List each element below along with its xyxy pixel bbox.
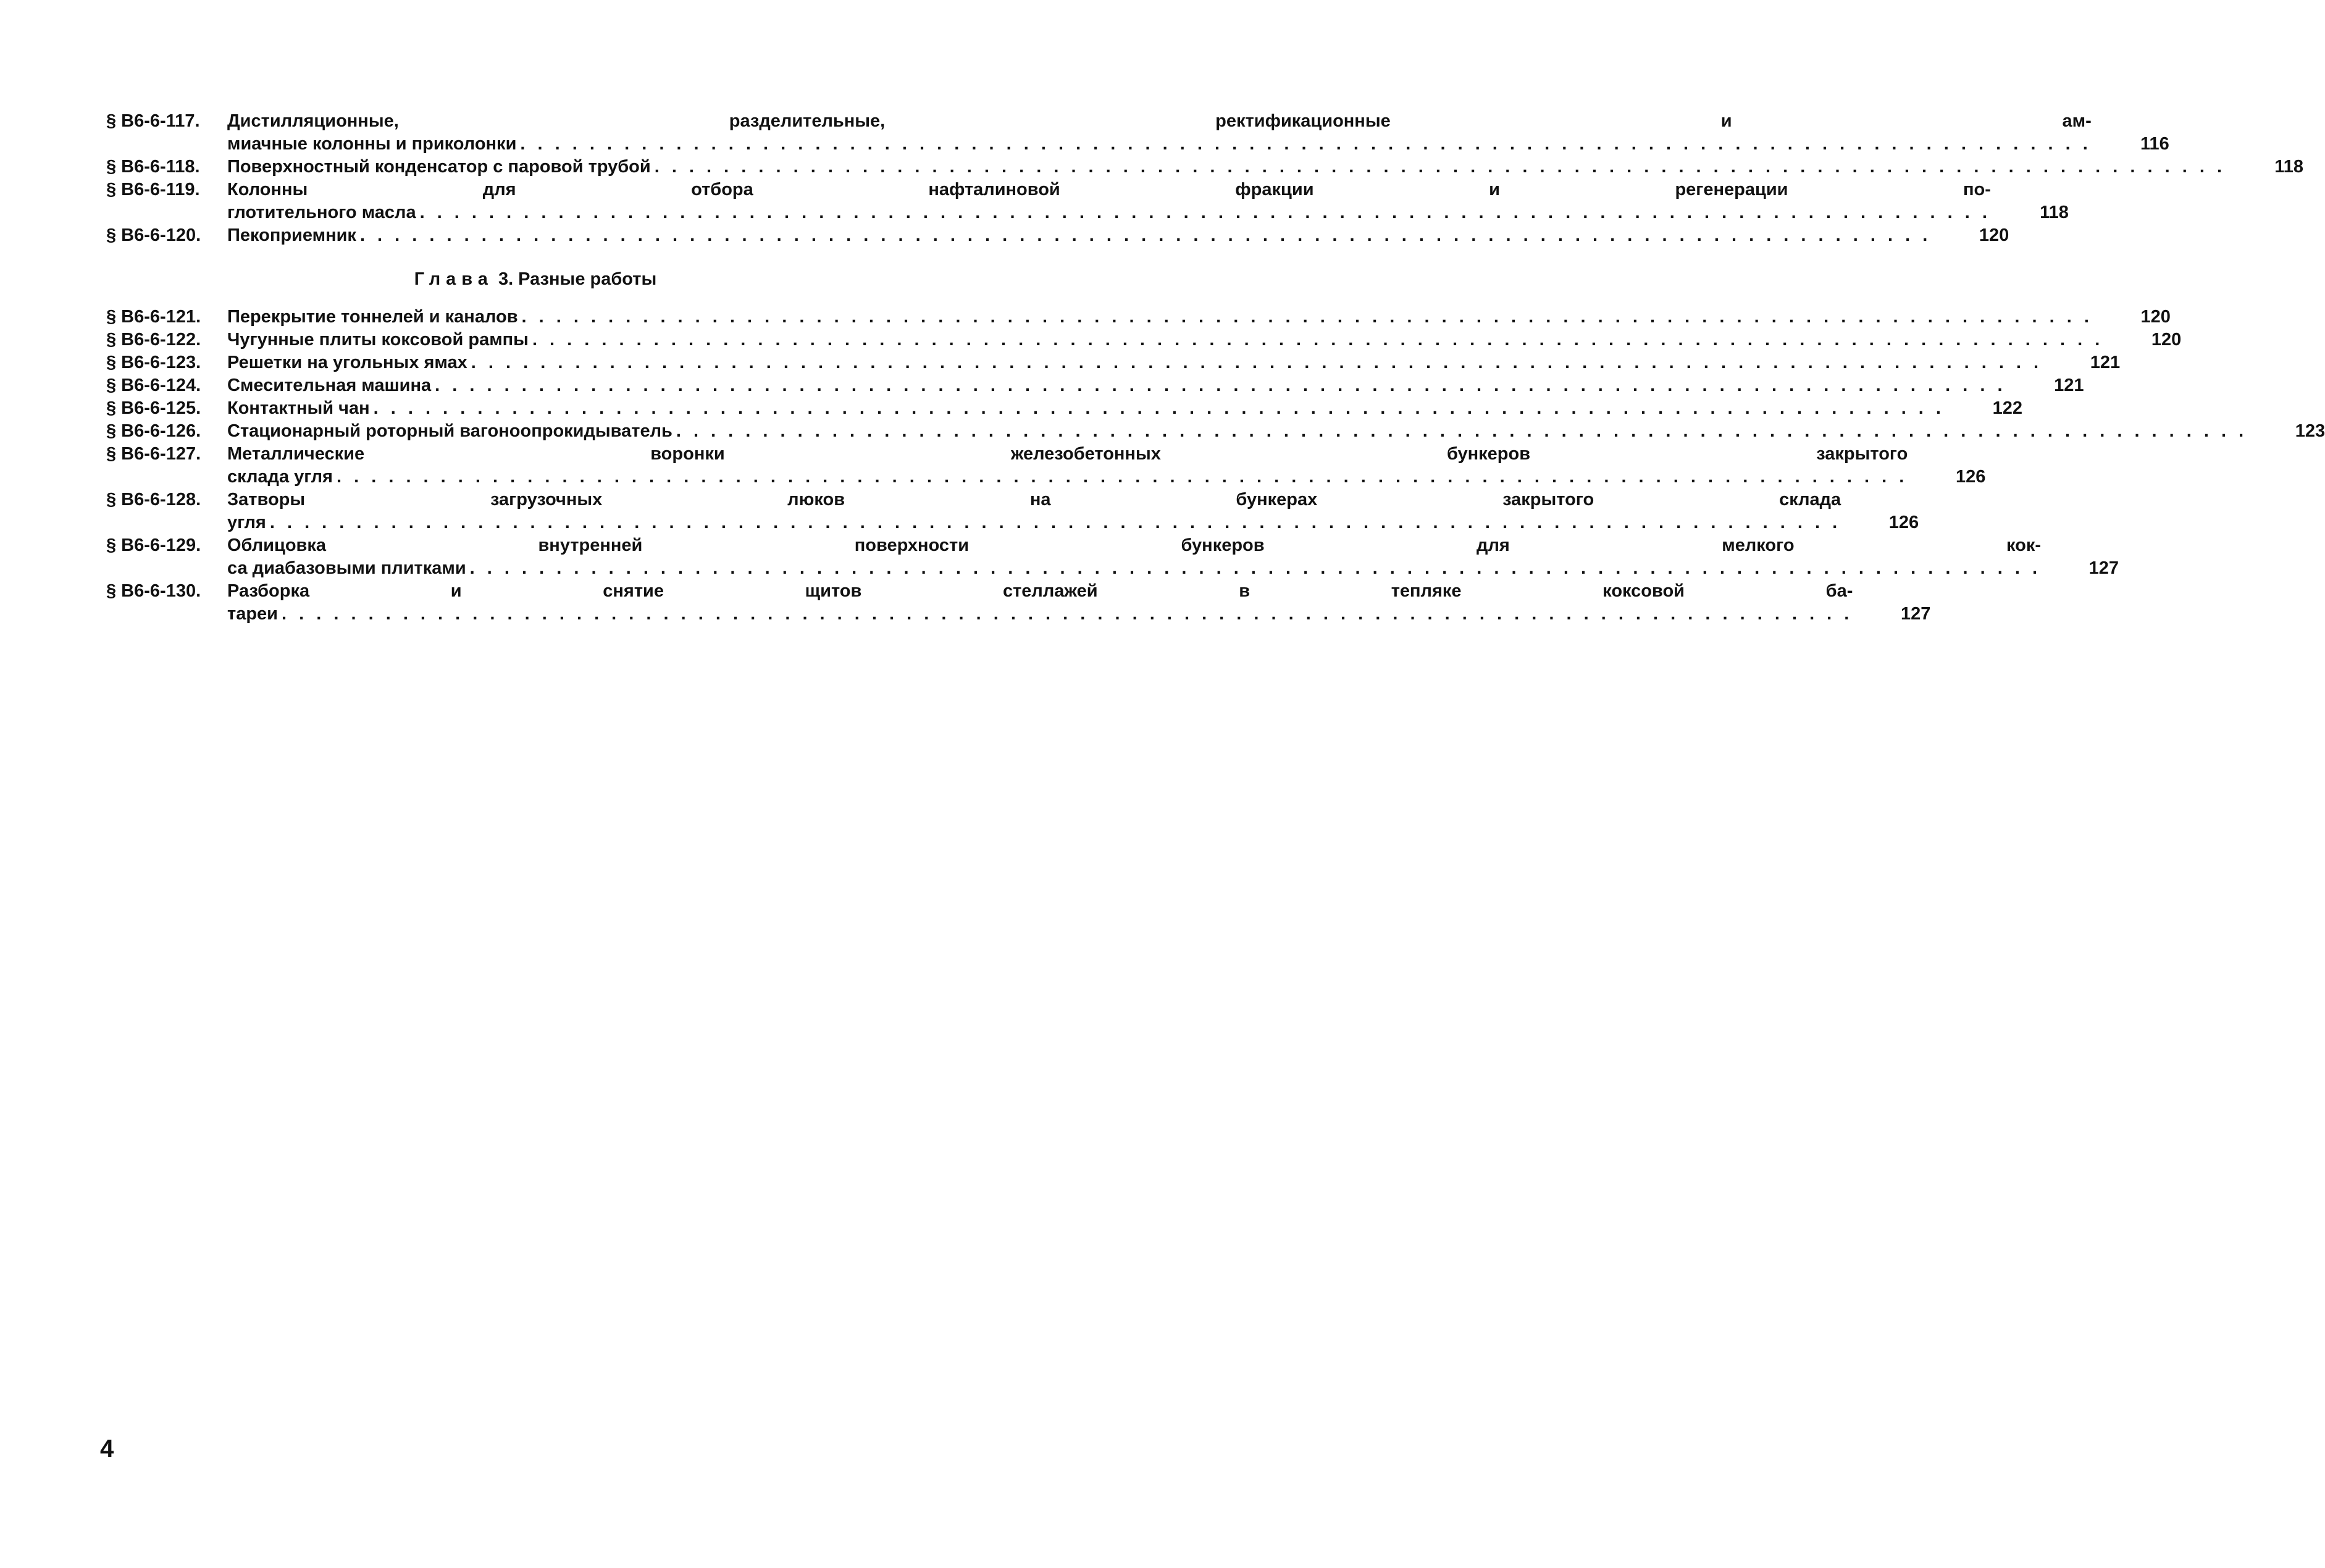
- toc-entry-page: 127: [2088, 558, 2119, 578]
- toc-entry-title: Стационарный роторный вагоноопрокидыватель: [227, 421, 672, 441]
- dot-leader: [471, 351, 2042, 374]
- toc-section-list: [106, 306, 2325, 626]
- toc-entry-title: Затворы загрузочных люков на бункерах закрытого склада: [227, 490, 1841, 509]
- toc-entry: [106, 178, 2069, 224]
- toc-entry: [106, 224, 2009, 247]
- toc-entry-line: [227, 420, 2325, 443]
- toc-entry-line: [227, 133, 2169, 156]
- table-of-contents: [106, 110, 2325, 626]
- toc-entry-page: 122: [1992, 398, 2022, 418]
- toc-entry-section-number: § В6-6-118.: [106, 157, 200, 177]
- toc-entry-body: [227, 306, 2171, 329]
- toc-entry-body: [227, 351, 2120, 374]
- toc-entry-body: [227, 329, 2181, 351]
- toc-entry-title: Разборка и снятие щитов стеллажей в тепляке коксовой ба-: [227, 581, 1853, 601]
- toc-entry-section-number: § В6-6-123.: [106, 353, 201, 372]
- toc-entry-body: [227, 420, 2325, 443]
- toc-entry: [106, 397, 2022, 420]
- toc-entry-body: [227, 156, 2303, 178]
- toc-entry-title: Смесительная машина: [227, 375, 432, 395]
- toc-entry-section-number: § В6-6-124.: [106, 375, 201, 395]
- toc-entry-section-number: § В6-6-121.: [106, 307, 201, 327]
- page-number: 4: [100, 1435, 114, 1462]
- toc-entry: [106, 374, 2084, 397]
- dot-leader: [337, 466, 1908, 488]
- dot-leader: [470, 557, 2041, 580]
- toc-entry-body: [227, 443, 1985, 488]
- dot-leader: [676, 420, 2247, 443]
- toc-entry-line: [227, 374, 2084, 397]
- toc-entry-page: 121: [2090, 353, 2121, 372]
- toc-entry-body: [227, 224, 2009, 247]
- dot-leader: [282, 603, 1853, 626]
- toc-entry-page: 120: [2140, 307, 2171, 327]
- toc-entry: [106, 420, 2325, 443]
- toc-section-list: [106, 110, 2304, 247]
- toc-entry-line: [227, 329, 2181, 351]
- toc-entry-line: [227, 603, 1930, 626]
- toc-entry-page: 127: [1900, 604, 1931, 624]
- toc-entry-page: 121: [2054, 375, 2084, 395]
- toc-entry-page: 118: [2274, 157, 2304, 177]
- toc-entry-page: 116: [2140, 134, 2169, 154]
- toc-entry-line: [227, 110, 2169, 133]
- toc-entry-section-number: § В6-6-125.: [106, 398, 201, 418]
- chapter-heading: [106, 268, 928, 291]
- toc-entry-line: [227, 511, 1919, 534]
- toc-entry-page: 123: [2295, 421, 2325, 441]
- toc-entry-title: миачные колонны и приколонки: [227, 134, 517, 154]
- toc-entry-section-number: § В6-6-122.: [106, 330, 201, 350]
- toc-entry-title: Поверхностный конденсатор с паровой трубой: [227, 157, 651, 177]
- dot-leader: [435, 374, 2006, 397]
- toc-entry-section-number: § В6-6-120.: [106, 225, 201, 245]
- toc-entry: [106, 534, 2119, 580]
- toc-entry-body: [227, 397, 2022, 420]
- dot-leader: [655, 156, 2226, 178]
- toc-entry-title: угля: [227, 513, 266, 532]
- toc-entry-body: [227, 374, 2084, 397]
- chapter-title: 3. Разные работы: [498, 269, 657, 289]
- toc-entry-section-number: § В6-6-117.: [106, 111, 200, 131]
- toc-entry-page: 126: [1955, 467, 1986, 487]
- toc-entry-title: Колонны для отбора нафталиновой фракции и регенерации по-: [227, 180, 1991, 199]
- toc-entry-title: тареи: [227, 604, 279, 624]
- toc-entry-section-number: § В6-6-127.: [106, 444, 201, 464]
- toc-entry-title: Чугунные плиты коксовой рампы: [227, 330, 529, 350]
- toc-entry-title: глотительного масла: [227, 203, 416, 222]
- toc-entry-line: [227, 443, 1985, 466]
- toc-entry-title: Металлические воронки железобетонных бункеров закрытого: [227, 444, 1908, 464]
- toc-entry-title: са диабазовыми плитками: [227, 558, 466, 578]
- toc-entry-line: [227, 534, 2119, 557]
- toc-entry-title: склада угля: [227, 467, 333, 487]
- toc-entry-line: [227, 397, 2022, 420]
- toc-entry-section-number: § В6-6-129.: [106, 535, 201, 555]
- toc-entry: [106, 156, 2304, 178]
- toc-entry-line: [227, 178, 2069, 201]
- toc-entry-title: Пекоприемник: [227, 225, 356, 245]
- toc-entry-title: Контактный чан: [227, 398, 370, 418]
- toc-entry-title: Дистилляционные, разделительные, ректификационные и ам-: [227, 111, 2092, 131]
- toc-entry-section-number: § В6-6-128.: [106, 490, 201, 509]
- toc-entry-title: Решетки на угольных ямах: [227, 353, 467, 372]
- dot-leader: [522, 306, 2093, 329]
- toc-entry: [106, 110, 2169, 156]
- toc-entry-page: 126: [1888, 513, 1919, 532]
- dot-leader: [374, 397, 1945, 420]
- toc-entry-section-number: § В6-6-130.: [106, 581, 201, 601]
- dot-leader: [360, 224, 1931, 247]
- dot-leader: [270, 511, 1841, 534]
- toc-entry: [106, 443, 1986, 488]
- toc-entry: [106, 580, 1931, 626]
- toc-entry-page: 118: [2040, 203, 2069, 222]
- toc-entry-section-number: § В6-6-119.: [106, 180, 200, 199]
- toc-entry-body: [227, 488, 1919, 534]
- toc-entry-page: 120: [1979, 225, 2009, 245]
- toc-entry-body: [227, 580, 1930, 626]
- toc-entry: [106, 306, 2171, 329]
- dot-leader: [520, 133, 2091, 156]
- toc-entry: [106, 488, 1919, 534]
- toc-entry-line: [227, 580, 1930, 603]
- toc-entry-line: [227, 488, 1919, 511]
- toc-entry-line: [227, 557, 2119, 580]
- dot-leader: [420, 201, 1991, 224]
- toc-entry-title: Облицовка внутренней поверхности бункеров для мелкого кок-: [227, 535, 2042, 555]
- toc-entry-title: Перекрытие тоннелей и каналов: [227, 307, 518, 327]
- toc-entry-line: [227, 201, 2069, 224]
- toc-entry-line: [227, 156, 2303, 178]
- toc-entry: [106, 329, 2182, 351]
- toc-entry-line: [227, 466, 1985, 488]
- toc-entry-body: [227, 534, 2119, 580]
- chapter-label: Глава: [414, 269, 493, 289]
- toc-entry-body: [227, 110, 2169, 156]
- toc-entry: [106, 351, 2121, 374]
- toc-entry-line: [227, 306, 2171, 329]
- toc-entry-line: [227, 351, 2120, 374]
- toc-entry-section-number: § В6-6-126.: [106, 421, 201, 441]
- dot-leader: [532, 329, 2103, 351]
- toc-entry-body: [227, 178, 2069, 224]
- toc-entry-line: [227, 224, 2009, 247]
- toc-entry-page: 120: [2151, 330, 2182, 350]
